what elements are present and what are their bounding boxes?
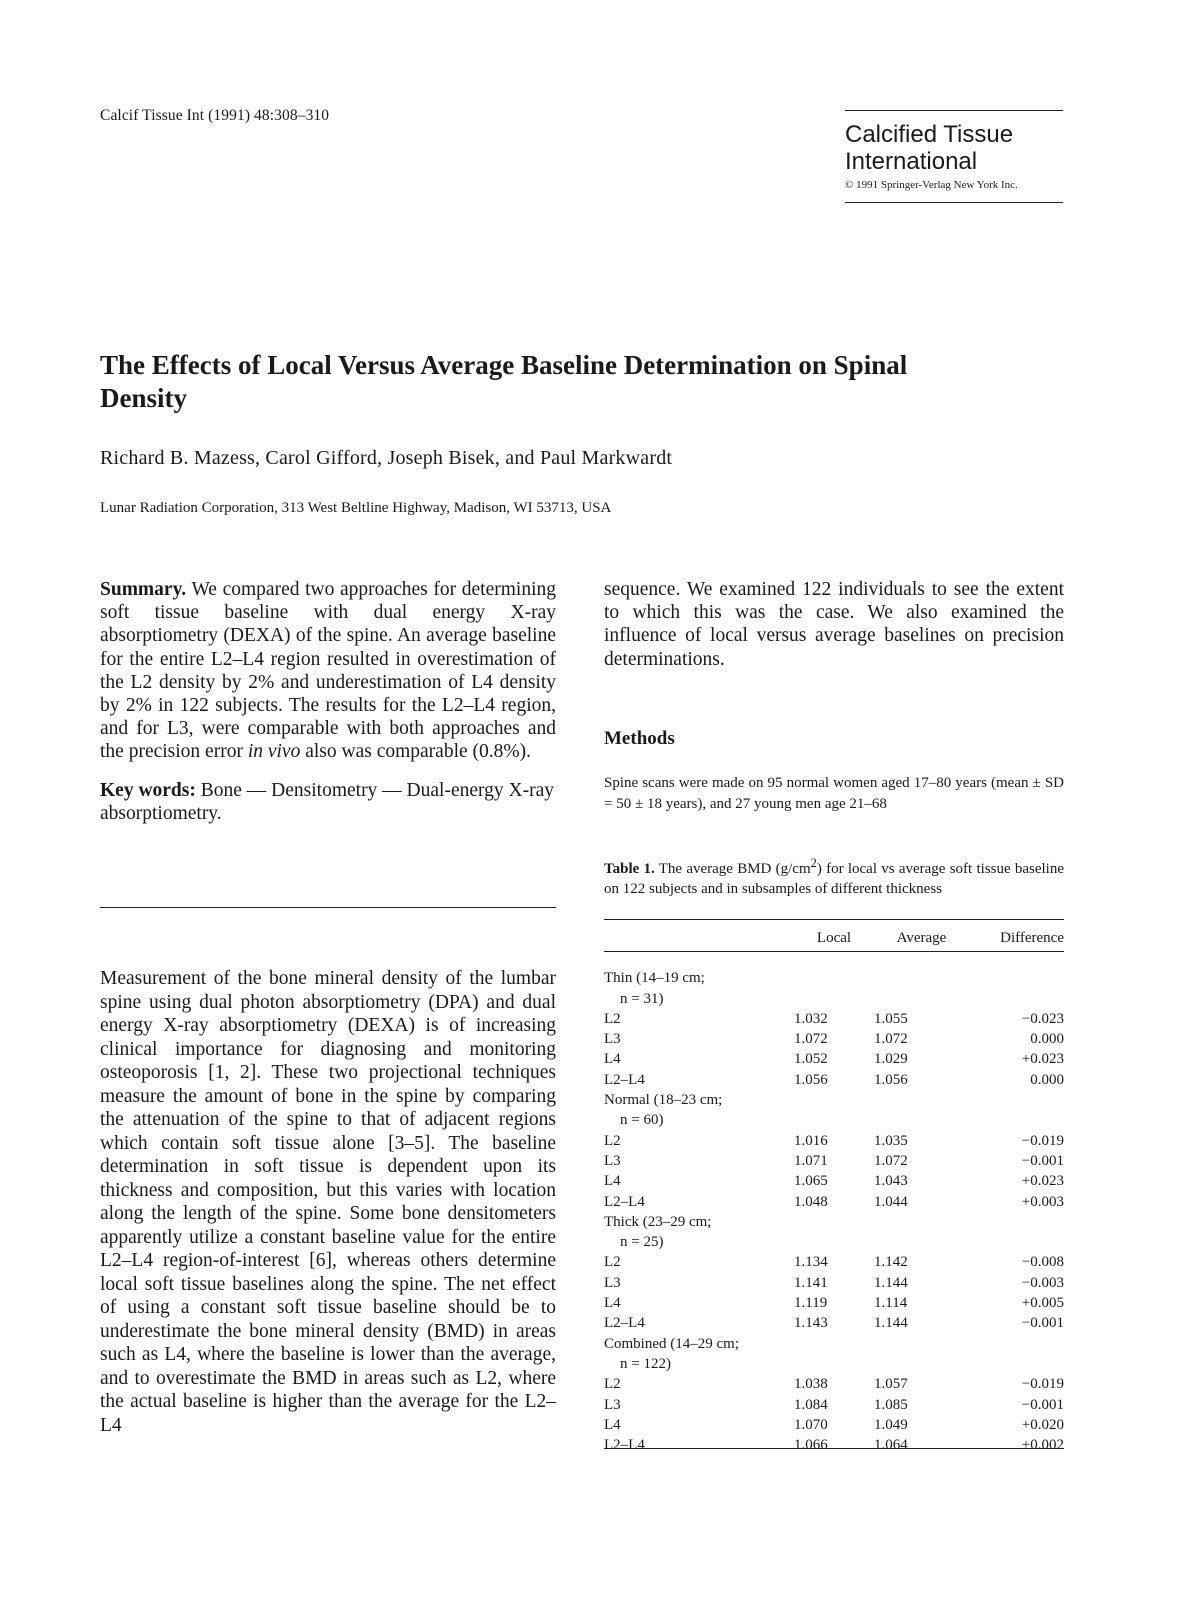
table-empty-cell [874, 1232, 969, 1252]
table-row [604, 1009, 1064, 1029]
citation: Calcif Tissue Int (1991) 48:308–310 [100, 107, 330, 124]
table-cell-local: 1.141 [794, 1274, 828, 1291]
table-cell-average: 1.114 [874, 1295, 908, 1312]
table-group-row [604, 1334, 1064, 1354]
table-cell-average: 1.043 [874, 1173, 908, 1190]
article-title: The Effects of Local Versus Average Baseline Determination on Spinal Density [100, 350, 908, 413]
table-cell-site: L4 [604, 1173, 621, 1190]
table-row [604, 1374, 1064, 1394]
summary-text-2: also was comparable (0.8%). [300, 741, 532, 763]
summary-label: Summary. [100, 579, 187, 600]
table-cell-difference: −0.003 [1021, 1274, 1064, 1291]
table-group-row [604, 989, 1064, 1009]
table-cell-average: 1.064 [874, 1437, 908, 1454]
table-cell-average: 1.085 [874, 1396, 908, 1413]
table-empty-cell [794, 1232, 874, 1252]
table-group-row [604, 1110, 1064, 1130]
table-group-label: Thin (14–19 cm; [604, 970, 705, 987]
table-cell-difference: +0.005 [1021, 1295, 1064, 1312]
journal-name-line1: Calcified Tissue [845, 121, 1014, 148]
summary-italic: in vivo [247, 741, 301, 763]
bmd-table [604, 928, 1064, 1455]
table-group-label: Thick (23–29 cm; [604, 1213, 712, 1230]
table-row [604, 1070, 1064, 1090]
authors: Richard B. Mazess, Carol Gifford, Joseph Bisek, and Paul Markwardt [100, 447, 673, 469]
table-cell-site: L2 [604, 1254, 621, 1271]
right-column [604, 578, 1065, 1454]
table-cell-site: L2–L4 [604, 1437, 645, 1454]
table-group-label: n = 31) [620, 990, 664, 1007]
table-rule-bottom [604, 1448, 1064, 1449]
table-row [604, 1049, 1064, 1069]
table-cell-local: 1.052 [794, 1051, 828, 1068]
table-empty-cell [794, 1090, 874, 1110]
table-row [604, 1252, 1064, 1272]
table-row [604, 1029, 1064, 1049]
table-cell-local: 1.048 [794, 1193, 828, 1210]
table-cell-average: 1.144 [874, 1315, 908, 1332]
table-cell-average: 1.049 [874, 1416, 908, 1433]
table-row [604, 1415, 1064, 1435]
table-cell-site: L3 [604, 1396, 621, 1413]
table-empty-cell [969, 1212, 1064, 1232]
table-cell-difference: −0.001 [1021, 1152, 1064, 1169]
table-empty-cell [874, 1334, 969, 1354]
table-row [604, 1293, 1064, 1313]
table-row [604, 1151, 1064, 1171]
table-header-local: Local [816, 929, 852, 946]
journal-name-line2: International [845, 148, 978, 175]
table-cell-difference: −0.001 [1021, 1396, 1064, 1413]
table-group-label: n = 60) [620, 1112, 664, 1129]
table-empty-cell [874, 1110, 969, 1130]
table-cell-difference: −0.001 [1021, 1315, 1064, 1332]
table-cell-difference: +0.023 [1021, 1051, 1064, 1068]
table-empty-cell [794, 968, 874, 988]
table-cell-difference: −0.019 [1021, 1132, 1064, 1149]
table-cell-site: L2–L4 [604, 1315, 645, 1332]
keywords [100, 779, 556, 825]
table-empty-cell [969, 989, 1064, 1009]
table-cell-local: 1.016 [794, 1132, 828, 1149]
table-cell-local: 1.070 [794, 1416, 828, 1433]
table-cell-site: L2–L4 [604, 1071, 645, 1088]
table-cell-average: 1.057 [874, 1376, 908, 1393]
table-cell-site: L2 [604, 1132, 621, 1149]
table-group-label: n = 25) [620, 1234, 664, 1251]
table-cell-local: 1.134 [794, 1254, 828, 1271]
table-cell-difference: 0.000 [1030, 1031, 1064, 1048]
table-cell-average: 1.029 [874, 1051, 908, 1068]
table-cell-average: 1.144 [874, 1274, 908, 1291]
table-group-row [604, 968, 1064, 988]
table-cell-site: L4 [604, 1295, 621, 1312]
table-cell-site: L3 [604, 1274, 621, 1291]
table-cell-difference: +0.003 [1021, 1193, 1064, 1210]
summary-text-1: We compared two approaches for determining soft tissue baseline with dual energy X-ray absorptiometry (DEXA) of the spine. An average baseline for the entire L2–L4 region resulted in overestimation of the L2 density by 2% and underestimation of L4 density by 2% in 122 subjects. The results for the L2–L4 region, and for L3, were comparable with both approaches and the precision error [100, 579, 556, 763]
table-cell-local: 1.066 [794, 1437, 828, 1454]
table-row [604, 1171, 1064, 1191]
table-empty-cell [794, 989, 874, 1009]
table-cell-local: 1.065 [794, 1173, 828, 1190]
keywords-label: Key words: [100, 779, 196, 801]
table-row [604, 1192, 1064, 1212]
table-cell-difference: −0.023 [1021, 1010, 1064, 1027]
table-cell-site: L2 [604, 1376, 621, 1393]
table-group-row [604, 1232, 1064, 1252]
journal-block [845, 110, 1063, 203]
table-caption-text-1: The average BMD (g/cm [654, 861, 811, 877]
table-row [604, 1273, 1064, 1293]
table-rule-top [604, 919, 1064, 920]
table-empty-cell [969, 1334, 1064, 1354]
table-cell-site: L4 [604, 1416, 621, 1433]
table-cell-local: 1.072 [794, 1031, 828, 1048]
table-group-row [604, 1212, 1064, 1232]
table-header-average: Average [896, 929, 947, 946]
table-cell-average: 1.056 [874, 1071, 908, 1088]
table-empty-cell [794, 1334, 874, 1354]
table-caption-sup: 2 [810, 856, 817, 870]
summary [100, 578, 556, 764]
table-cell-local: 1.056 [794, 1071, 828, 1088]
table-empty-cell [794, 1354, 874, 1374]
table-cell-local: 1.143 [794, 1315, 828, 1332]
table-cell-difference: −0.019 [1021, 1376, 1064, 1393]
table-row [604, 1131, 1064, 1151]
table-row [604, 1395, 1064, 1415]
intro-paragraph: Measurement of the bone mineral density of the lumbar spine using dual photon absorptiometry (DPA) and dual energy X-ray absorptiometry (DEXA) is of increasing clinical importance for diagnosing and monitoring osteoporosis [1, 2]. These two projectional techniques measure the amount of bone in the spine by comparing the attenuation of the spine to that of adjacent regions which contain soft tissue alone [3–5]. The baseline determination in soft tissue is dependent upon its thickness and composition, but this varies with location along the length of the spine. Some bone densitometers apparently utilize a constant baseline value for the entire L2–L4 region-of-interest [6], whereas others determine local soft tissue baselines along the spine. The net effect of using a constant soft tissue baseline should be to underestimate the bone mineral density (BMD) in areas such as L4, where the baseline is lower than the average, and to overestimate the BMD in areas such as L2, where the actual baseline is higher than the average for the L2–L4 [100, 968, 556, 1436]
left-column [100, 578, 556, 825]
table-empty-cell [794, 1212, 874, 1232]
table-cell-average: 1.072 [874, 1152, 908, 1169]
table-cell-average: 1.044 [874, 1193, 908, 1210]
table-empty-cell [874, 968, 969, 988]
table-empty-cell [969, 1232, 1064, 1252]
table-cell-local: 1.071 [794, 1152, 828, 1169]
table-caption [604, 853, 1064, 899]
table-cell-local: 1.084 [794, 1396, 828, 1413]
table-cell-site: L2 [604, 1010, 621, 1027]
keywords-text: Bone — Densitometry — Dual-energy X-ray absorptiometry. [100, 779, 555, 824]
table-cell-local: 1.038 [794, 1376, 828, 1393]
table-row [604, 1313, 1064, 1333]
methods-heading: Methods [604, 728, 675, 749]
table-empty-cell [874, 1090, 969, 1110]
table-cell-difference: +0.002 [1021, 1437, 1064, 1454]
table-cell-average: 1.142 [874, 1254, 908, 1271]
methods-text: Spine scans were made on 95 normal women aged 17–80 years (mean ± SD = 50 ± 18 years), and 27 young men age 21–68 [604, 775, 1064, 812]
journal-rule-bottom [845, 202, 1063, 203]
table-cell-site: L3 [604, 1031, 621, 1048]
table-group-label: n = 122) [620, 1355, 671, 1372]
table-empty-cell [874, 1354, 969, 1374]
table-cell-site: L2–L4 [604, 1193, 645, 1210]
table-group-row [604, 1090, 1064, 1110]
table-cell-site: L3 [604, 1152, 621, 1169]
summary-divider [100, 907, 556, 908]
table-cell-average: 1.035 [874, 1132, 908, 1149]
table-header-row [604, 928, 1064, 948]
table-empty-cell [969, 1090, 1064, 1110]
table-cell-difference: 0.000 [1030, 1071, 1064, 1088]
journal-rule-top [845, 110, 1063, 111]
table-empty-cell [969, 1354, 1064, 1374]
table-empty-cell [969, 1110, 1064, 1130]
table-header-difference: Difference [1000, 929, 1064, 946]
table-caption-text-2: ) for local vs average soft tissue baseline on 122 subjects and in subsamples of different thickness [604, 861, 1065, 897]
table-header-blank [604, 928, 794, 948]
table-spacer-cell [604, 948, 1064, 968]
journal-name [845, 121, 1063, 175]
table-cell-difference: +0.023 [1021, 1173, 1064, 1190]
intro-continuation: sequence. We examined 122 individuals to see the extent to which this was the case. We also examined the influence of local versus average baselines on precision determinations. [604, 579, 1064, 670]
table-caption-label: Table 1. [604, 861, 655, 877]
table-empty-cell [874, 1212, 969, 1232]
table-cell-average: 1.055 [874, 1010, 908, 1027]
table-spacer-row [604, 948, 1064, 968]
table-body [604, 948, 1064, 1455]
table-cell-local: 1.032 [794, 1010, 828, 1027]
table-cell-site: L4 [604, 1051, 621, 1068]
table-group-label: Normal (18–23 cm; [604, 1092, 723, 1109]
table-cell-difference: −0.008 [1021, 1254, 1064, 1271]
table-cell-difference: +0.020 [1021, 1416, 1064, 1433]
table-cell-average: 1.072 [874, 1031, 908, 1048]
affiliation: Lunar Radiation Corporation, 313 West Beltline Highway, Madison, WI 53713, USA [100, 500, 612, 516]
table-empty-cell [794, 1110, 874, 1130]
table-row [604, 1435, 1064, 1455]
table-group-label: Combined (14–29 cm; [604, 1335, 739, 1352]
table-group-row [604, 1354, 1064, 1374]
copyright: © 1991 Springer-Verlag New York Inc. [845, 179, 1018, 191]
table-empty-cell [969, 968, 1064, 988]
table-cell-local: 1.119 [794, 1295, 828, 1312]
table-empty-cell [874, 989, 969, 1009]
